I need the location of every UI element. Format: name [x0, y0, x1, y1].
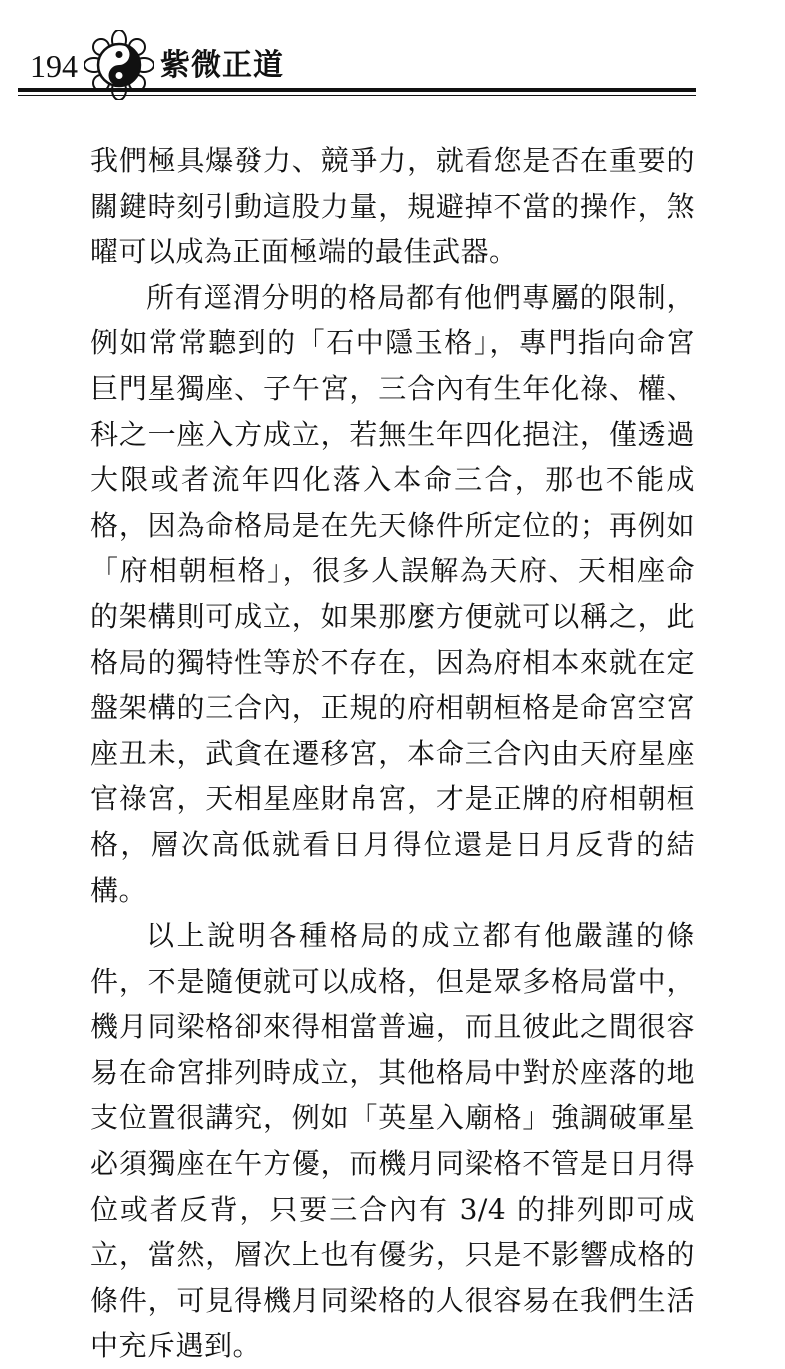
- paragraph-1: 我們極具爆發力、競爭力，就看您是否在重要的關鍵時刻引動這股力量，規避掉不當的操作，煞曜可以成為正面極端的最佳武器。: [90, 144, 695, 269]
- page-number: 194: [30, 48, 78, 84]
- page-header: [0, 0, 785, 110]
- header-rule-thick: [18, 88, 696, 92]
- paragraph-2: 所有逕渭分明的格局都有他們專屬的限制，例如常常聽到的「石中隱玉格」，專門指向命宮巨門星獨座、子午宮，三合內有生年化祿、權、科之一座入方成立，若無生年四化挹注，僅透過大限或者流年四化落入本命三合，那也不能成格，因為命格局是在先天條件所定位的；再例如「府相朝桓格」，很多人誤解為天府、天相座命的架構則可成立，如果那麼方便就可以稱之，此格局的獨特性等於不存在，因為府相本來就在定盤架構的三合內，正規的府相朝桓格是命宮空宮座丑未，武貪在遷移宮，本命三合內由天府星座官祿宮，天相星座財帛宮，才是正牌的府相朝桓格，層次高低就看日月得位還是日月反背的結構。: [90, 280, 695, 907]
- header-rule-thin: [18, 95, 696, 96]
- book-title: 紫微正道: [160, 48, 284, 83]
- paragraph-3: 以上說明各種格局的成立都有他嚴謹的條件，不是隨便就可以成格，但是眾多格局當中，機月同梁格卻來得相當普遍，而且彼此之間很容易在命宮排列時成立，其他格局中對於座落的地支位置很講究，例如「英星入廟格」強調破軍星必須獨座在午方優，而機月同梁格不管是日月得位或者反背，只要三合內有 3/4 的排列即可成立，當然，層次上也有優劣，只是不影響成格的條件，可見得機月同梁格的人很容易在我們生活中充斥遇到。: [90, 919, 695, 1363]
- body-text: [90, 138, 695, 1369]
